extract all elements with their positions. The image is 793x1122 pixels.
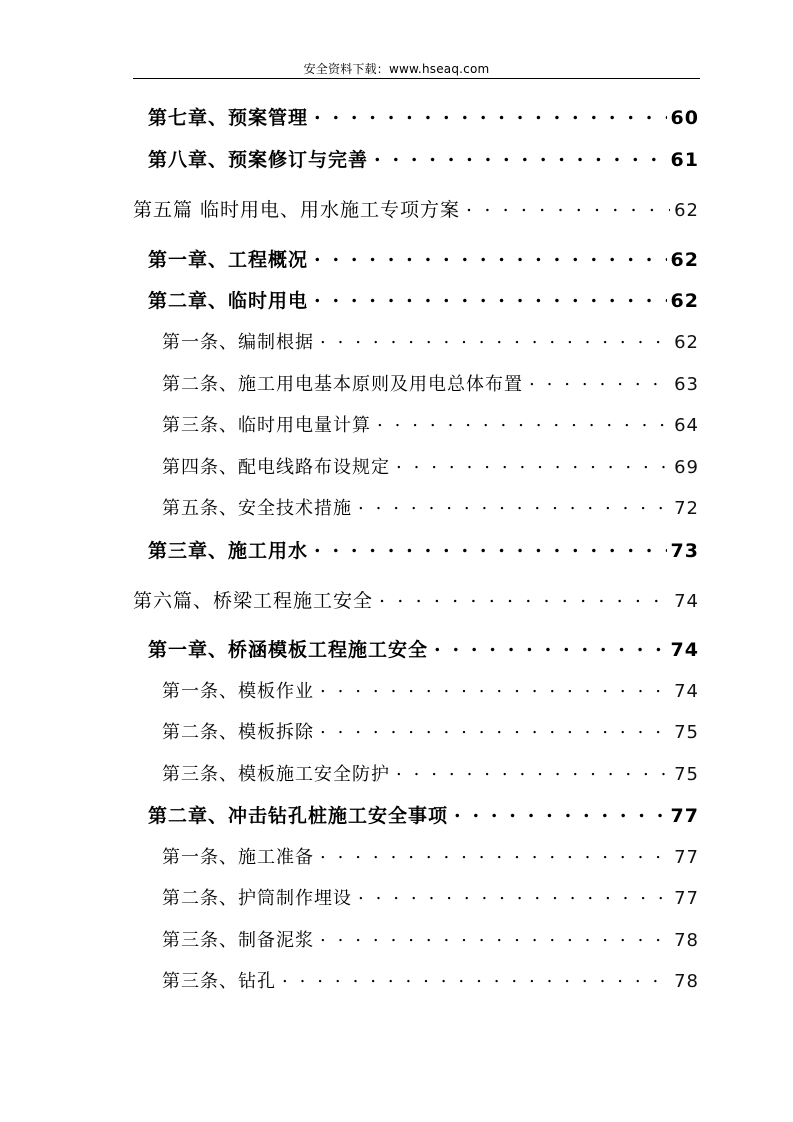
- toc-page-number: 78: [674, 971, 699, 992]
- toc-entry-label: 第三条、模板施工安全防护: [162, 764, 390, 785]
- toc-dot-leader: [396, 762, 670, 780]
- toc-dot-leader: [320, 330, 670, 348]
- toc-entry[interactable]: [148, 801, 699, 828]
- toc-entry[interactable]: [162, 677, 699, 703]
- toc-page-number: 78: [674, 930, 699, 951]
- toc-entry-label: 第五条、安全技术措施: [162, 498, 352, 519]
- toc-dot-leader: [282, 969, 670, 987]
- toc-entry[interactable]: [133, 586, 699, 613]
- toc-entry[interactable]: [162, 926, 699, 952]
- toc-entry[interactable]: [162, 843, 699, 869]
- toc-entry-label: 第一条、模板作业: [162, 681, 314, 702]
- toc-dot-leader: [358, 886, 670, 904]
- toc-dot-leader: [377, 413, 670, 431]
- toc-page-number: 74: [670, 639, 699, 661]
- toc-dot-leader: [320, 845, 670, 863]
- toc-page-number: 75: [674, 722, 699, 743]
- toc-entry[interactable]: [162, 760, 699, 786]
- toc-dot-leader: [314, 538, 667, 557]
- toc-entry[interactable]: [148, 145, 699, 172]
- toc-dot-leader: [320, 928, 670, 946]
- toc-page-number: 72: [674, 498, 699, 519]
- toc-dot-leader: [314, 288, 667, 307]
- toc-dot-leader: [314, 247, 667, 266]
- toc-entry[interactable]: [162, 453, 699, 479]
- toc-dot-leader: [358, 496, 670, 514]
- toc-entry-label: 第二章、临时用电: [148, 290, 309, 312]
- toc-page-number: 77: [670, 805, 699, 827]
- toc-dot-leader: [454, 803, 667, 822]
- toc-entry-label: 第一章、桥涵模板工程施工安全: [148, 639, 429, 661]
- toc-dot-leader: [314, 105, 667, 124]
- toc-dot-leader: [396, 455, 670, 473]
- toc-dot-leader: [320, 720, 670, 738]
- toc-entry[interactable]: [148, 245, 699, 272]
- toc-entry-label: 第三条、临时用电量计算: [162, 415, 371, 436]
- toc-entry-label: 第一章、工程概况: [148, 249, 309, 271]
- toc-entry[interactable]: [162, 411, 699, 437]
- toc-page-number: 77: [674, 847, 699, 868]
- toc-page-number: 61: [670, 149, 699, 171]
- toc-entry-label: 第四条、配电线路布设规定: [162, 457, 390, 478]
- toc-page-number: 73: [670, 540, 699, 562]
- toc-entry-label: 第七章、预案管理: [148, 107, 309, 129]
- toc-entry[interactable]: [148, 536, 699, 563]
- toc-entry[interactable]: [162, 370, 699, 396]
- toc-page-number: 77: [674, 888, 699, 909]
- toc-dot-leader: [466, 197, 670, 216]
- toc-entry[interactable]: [162, 328, 699, 354]
- toc-entry[interactable]: [162, 494, 699, 520]
- toc-page-number: 74: [674, 591, 699, 612]
- toc-dot-leader: [434, 637, 667, 656]
- toc-entry[interactable]: [162, 884, 699, 910]
- page-header: 安全资料下载：www.hseaq.com: [303, 62, 490, 76]
- toc-page-number: 74: [674, 681, 699, 702]
- toc-page-number: 62: [674, 332, 699, 353]
- toc-entry-label: 第五篇 临时用电、用水施工专项方案: [133, 199, 461, 221]
- toc-entry[interactable]: [162, 967, 699, 993]
- toc-entry-label: 第二条、施工用电基本原则及用电总体布置: [162, 374, 523, 395]
- toc-page-number: 63: [674, 374, 699, 395]
- toc-entry-label: 第二章、冲击钻孔桩施工安全事项: [148, 805, 449, 827]
- toc-dot-leader: [374, 147, 667, 166]
- toc-page-number: 64: [674, 415, 699, 436]
- toc-entry-label: 第一条、施工准备: [162, 847, 314, 868]
- toc-entry[interactable]: [148, 286, 699, 313]
- toc-dot-leader: [379, 588, 670, 607]
- toc-entry-label: 第八章、预案修订与完善: [148, 149, 369, 171]
- toc-entry-label: 第二条、模板拆除: [162, 722, 314, 743]
- toc-entry[interactable]: [148, 635, 699, 662]
- toc-entry[interactable]: [162, 718, 699, 744]
- toc-dot-leader: [529, 372, 670, 390]
- toc-page-number: 62: [670, 249, 699, 271]
- toc-dot-leader: [320, 679, 670, 697]
- toc-entry[interactable]: [133, 195, 699, 222]
- toc-entry-label: 第六篇、桥梁工程施工安全: [133, 590, 374, 612]
- toc-entry-label: 第三条、制备泥浆: [162, 930, 314, 951]
- toc-entry[interactable]: [148, 103, 699, 130]
- toc-page-number: 60: [670, 107, 699, 129]
- toc-entry-label: 第一条、编制根据: [162, 332, 314, 353]
- toc-entry-label: 第三条、钻孔: [162, 971, 276, 992]
- toc-entry-label: 第二条、护筒制作埋设: [162, 888, 352, 909]
- toc-page-number: 62: [674, 200, 699, 221]
- toc-entry-label: 第三章、施工用水: [148, 540, 309, 562]
- toc-page-number: 75: [674, 764, 699, 785]
- toc-page-number: 69: [674, 457, 699, 478]
- toc-page-number: 62: [670, 290, 699, 312]
